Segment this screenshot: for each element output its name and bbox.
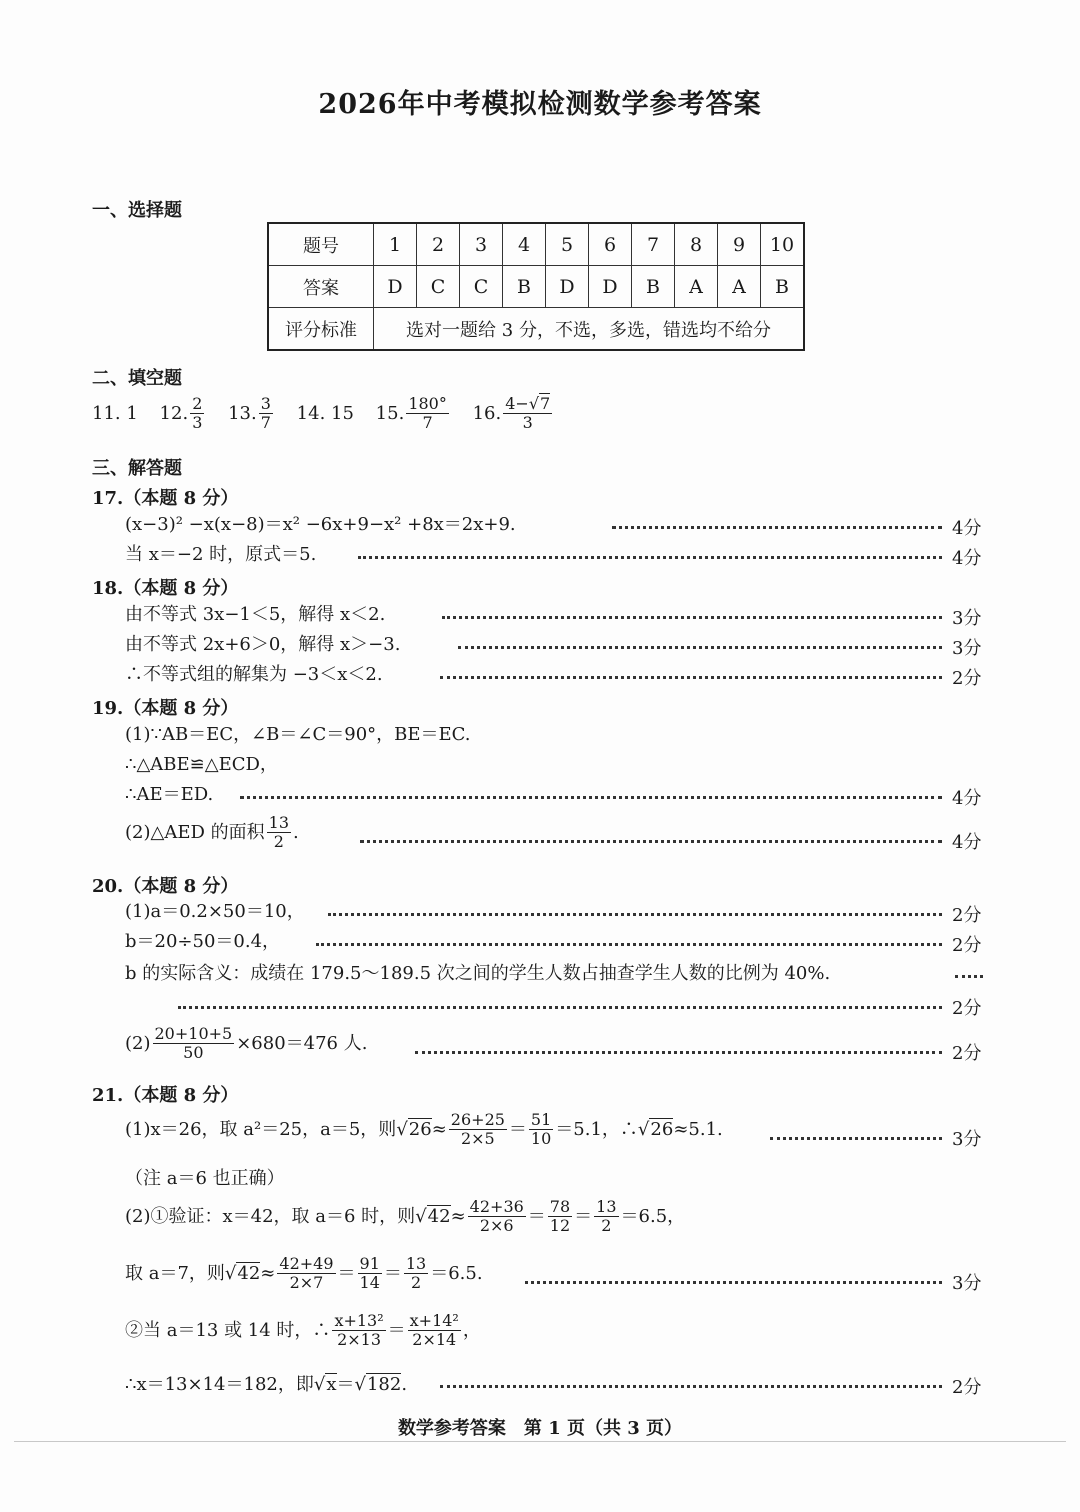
dot-leader xyxy=(328,913,942,916)
answer-cell: B xyxy=(503,266,546,308)
math-line: (1)x＝26，取 a²＝25，a＝5，则 √ 26 ≈ $\frac{26+25}{2\times 5}$ ＝ $\frac{51}{10}$ ＝5.1，∴ √ 26 ≈5.1. xyxy=(125,1110,723,1149)
text: . xyxy=(293,821,299,843)
fraction xyxy=(468,1198,526,1236)
radicand: 42 xyxy=(237,1263,261,1285)
fraction xyxy=(404,1255,428,1293)
fraction xyxy=(449,1111,507,1149)
question-number: 6 xyxy=(589,223,632,266)
numerator: 91 xyxy=(359,1254,380,1273)
fraction xyxy=(259,395,273,433)
score-points: 4分 xyxy=(952,788,982,809)
fraction xyxy=(277,1255,335,1293)
math-line xyxy=(125,1025,367,1063)
question-number: 1 xyxy=(374,223,417,266)
fraction xyxy=(153,1025,235,1063)
table-row-answers xyxy=(268,266,804,308)
problem-21-line-3 xyxy=(125,1255,483,1293)
text: ， xyxy=(462,1319,481,1341)
text: ≈ xyxy=(450,1205,466,1227)
score-points: 4分 xyxy=(952,832,982,853)
fill-number: 13. xyxy=(228,402,257,424)
problem-17-line-1: (x−3)² −x(x−8)＝x² −6x+9−x² +8x＝2x+9. xyxy=(125,514,516,535)
fill-number: 16. xyxy=(472,402,502,424)
numerator: 3 xyxy=(260,394,271,413)
text: ②当 a＝13 或 14 时，∴ xyxy=(125,1319,331,1341)
text: ＝ xyxy=(383,1262,402,1284)
math-line: 取 a＝7，则 √ 42 ≈ $\frac{42+49}{2\times 7}$ ＝ $\frac{91}{14}$ ＝ $\frac{13}{2}$ ＝6.5. xyxy=(125,1254,483,1293)
numerator: 13 xyxy=(596,1197,617,1216)
problem-19-line-4 xyxy=(125,814,299,852)
math-line: (2)①验证：x＝42，取 a＝6 时，则 √ 42 ≈ $\frac{42+36}{2\times 6}$ ＝ $\frac{78}{12}$ ＝ $\frac{13}{2}$ ＝6.5， xyxy=(125,1197,686,1236)
text: (2)①验证：x＝42，取 a＝6 时，则 xyxy=(125,1205,416,1227)
score-points: 3分 xyxy=(952,608,982,629)
problem-18-header: 18.（本题 8 分） xyxy=(92,578,239,599)
text: ＝6.5， xyxy=(620,1205,686,1227)
page-title: 2026年中考模拟检测数学参考答案 xyxy=(318,89,762,120)
denominator: 7 xyxy=(260,413,271,433)
problem-20-line-4 xyxy=(125,1025,367,1063)
denominator: 10 xyxy=(530,1129,552,1149)
fraction xyxy=(529,1111,553,1149)
problem-18-line-3: ∴不等式组的解集为 −3＜x＜2. xyxy=(125,664,383,685)
score-points: 3分 xyxy=(952,1129,982,1150)
dot-leader xyxy=(955,975,983,978)
scoring-rule: 选对一题给 3 分，不选，多选，错选均不给分 xyxy=(374,308,805,351)
numerator: 180° xyxy=(408,394,447,413)
score-points: 2分 xyxy=(952,668,982,689)
answer-cell: B xyxy=(761,266,805,308)
denominator: 14 xyxy=(359,1273,380,1293)
denominator: 2×7 xyxy=(289,1273,324,1293)
answer-cell: C xyxy=(460,266,503,308)
radicand: x xyxy=(326,1374,337,1395)
question-number: 10 xyxy=(761,223,805,266)
numerator: 4−√7 xyxy=(505,394,551,413)
text: ＝ xyxy=(336,1373,355,1395)
score-points: 2分 xyxy=(952,1377,982,1398)
numerator: 51 xyxy=(530,1110,552,1129)
fraction xyxy=(406,395,449,433)
denominator: 2×14 xyxy=(412,1330,457,1350)
problem-19-header: 19.（本题 8 分） xyxy=(92,698,239,719)
problem-18-line-1: 由不等式 3x−1＜5，解得 x＜2. xyxy=(125,604,386,625)
section-choice-heading: 一、选择题 xyxy=(92,200,182,221)
answer-cell: D xyxy=(546,266,589,308)
dot-leader xyxy=(358,556,942,559)
radicand: 26 xyxy=(408,1119,432,1141)
problem-21-line-2 xyxy=(125,1198,685,1236)
radicand: 42 xyxy=(427,1206,451,1228)
question-number: 7 xyxy=(632,223,675,266)
score-points: 2分 xyxy=(952,1043,982,1064)
problem-19-line-2: ∴△ABE≌△ECD， xyxy=(125,754,278,775)
section-fill-heading: 二、填空题 xyxy=(92,368,182,389)
text: (2) xyxy=(125,1032,151,1054)
text: ≈5.1. xyxy=(673,1118,723,1140)
fraction xyxy=(408,1312,461,1350)
text: ∴x＝13×14＝182，即 xyxy=(125,1373,314,1395)
text: (1)x＝26，取 a²＝25，a＝5，则 xyxy=(125,1118,397,1140)
answer-cell: A xyxy=(675,266,718,308)
fraction xyxy=(594,1198,618,1236)
row-label-number: 题号 xyxy=(268,223,374,266)
text: 取 a＝7，则 xyxy=(125,1262,225,1284)
problem-21-header: 21.（本题 8 分） xyxy=(92,1085,239,1106)
denominator: 2×13 xyxy=(337,1330,382,1350)
fill-answer-13 xyxy=(228,395,275,433)
problem-20-header: 20.（本题 8 分） xyxy=(92,876,239,897)
question-number: 4 xyxy=(503,223,546,266)
dot-leader xyxy=(458,646,942,649)
numerator: 26+25 xyxy=(450,1110,505,1129)
row-label-scoring: 评分标准 xyxy=(268,308,374,351)
text: ≈ xyxy=(431,1118,447,1140)
fill-answer-12 xyxy=(160,395,207,433)
numerator: 42+49 xyxy=(279,1254,334,1273)
problem-20-line-3: b 的实际含义：成绩在 179.5～189.5 次之间的学生人数占抽查学生人数的比例为 40%. xyxy=(125,963,831,984)
numerator: 42+36 xyxy=(469,1197,524,1216)
numerator-part: 4− xyxy=(505,394,529,413)
question-number: 9 xyxy=(718,223,761,266)
fill-answer-14: 14. 15 xyxy=(296,403,354,425)
problem-21-line-1 xyxy=(125,1111,723,1149)
fraction xyxy=(332,1312,385,1350)
problem-21-note: （注 a＝6 也正确） xyxy=(125,1168,285,1189)
row-label-answer: 答案 xyxy=(268,266,374,308)
choice-answer-table xyxy=(267,222,805,351)
text: ＝ xyxy=(337,1262,356,1284)
denominator: 2 xyxy=(273,832,284,852)
numerator: 2 xyxy=(192,394,203,413)
problem-20-line-2: b＝20÷50＝0.4， xyxy=(125,931,281,952)
table-row-numbers xyxy=(268,223,804,266)
table-row-scoring xyxy=(268,308,804,351)
text: ＝ xyxy=(508,1118,527,1140)
dot-leader xyxy=(525,1281,942,1284)
dot-leader xyxy=(360,840,942,843)
math-line xyxy=(125,1312,481,1350)
fraction xyxy=(503,395,552,433)
answer-cell: B xyxy=(632,266,675,308)
question-number: 5 xyxy=(546,223,589,266)
denominator: 3 xyxy=(522,413,533,433)
text: ≈ xyxy=(260,1262,276,1284)
problem-17-line-2: 当 x＝−2 时，原式＝5. xyxy=(125,544,317,565)
math-line xyxy=(125,814,299,852)
footer-divider xyxy=(14,1441,1066,1442)
numerator: x+14² xyxy=(409,1311,459,1330)
question-number: 2 xyxy=(417,223,460,266)
dot-leader xyxy=(770,1137,942,1140)
score-points: 2分 xyxy=(952,905,982,926)
denominator: 3 xyxy=(192,413,203,433)
problem-19-line-3: ∴AE＝ED. xyxy=(125,784,214,805)
denominator: 12 xyxy=(549,1216,571,1236)
fraction xyxy=(267,814,291,852)
fill-answer-16 xyxy=(473,395,555,433)
denominator: 7 xyxy=(422,413,433,433)
problem-19-line-1: (1)∵AB＝EC，∠B＝∠C＝90°，BE＝EC. xyxy=(125,724,471,745)
question-number: 8 xyxy=(675,223,718,266)
numerator: 20+10+5 xyxy=(154,1024,233,1043)
answer-cell: D xyxy=(589,266,632,308)
denominator: 2 xyxy=(601,1216,612,1236)
denominator: 2 xyxy=(410,1273,422,1293)
text: ＝ xyxy=(574,1205,593,1227)
answer-cell: D xyxy=(374,266,417,308)
numerator: 13 xyxy=(268,813,289,832)
denominator: 2×5 xyxy=(460,1129,495,1149)
fraction xyxy=(190,395,204,433)
answer-cell: C xyxy=(417,266,460,308)
page-footer: 数学参考答案 第 1 页（共 3 页） xyxy=(397,1418,683,1439)
fraction xyxy=(358,1255,382,1293)
dot-leader xyxy=(612,526,942,529)
problem-21-line-5 xyxy=(125,1373,407,1396)
radicand: 7 xyxy=(540,394,551,413)
question-number: 3 xyxy=(460,223,503,266)
score-points: 2分 xyxy=(952,998,982,1019)
denominator: 2×6 xyxy=(479,1216,514,1236)
text: ×680＝476 人. xyxy=(236,1032,368,1054)
radicand: 26 xyxy=(650,1119,674,1141)
fill-number: 12. xyxy=(159,402,189,424)
section-solve-heading: 三、解答题 xyxy=(92,458,182,479)
dot-leader xyxy=(415,1051,942,1054)
dot-leader xyxy=(316,943,942,946)
answer-cell: A xyxy=(718,266,761,308)
text: (2)△AED 的面积 xyxy=(125,821,265,843)
text: ＝5.1，∴ xyxy=(555,1118,638,1140)
score-points: 3分 xyxy=(952,638,982,659)
problem-21-line-4 xyxy=(125,1312,481,1350)
dot-leader xyxy=(442,616,942,619)
dot-leader xyxy=(440,676,942,679)
radicand: 182 xyxy=(366,1374,402,1395)
score-points: 3分 xyxy=(952,1273,982,1294)
score-points: 2分 xyxy=(952,935,982,956)
numerator: 78 xyxy=(549,1197,571,1216)
fill-answers xyxy=(92,395,570,433)
score-points: 4分 xyxy=(952,548,982,569)
dot-leader xyxy=(178,1006,942,1009)
score-points: 4分 xyxy=(952,518,982,539)
fill-answer-11: 11. 1 xyxy=(92,403,138,425)
problem-18-line-2: 由不等式 2x+6＞0，解得 x＞−3. xyxy=(125,634,401,655)
dot-leader xyxy=(240,796,942,799)
numerator: x+13² xyxy=(334,1311,384,1330)
problem-17-header: 17.（本题 8 分） xyxy=(92,488,239,509)
numerator: 13 xyxy=(405,1254,427,1273)
fill-answer-15 xyxy=(376,395,451,433)
fill-number: 15. xyxy=(375,402,405,424)
problem-20-line-1: (1)a＝0.2×50＝10， xyxy=(125,901,305,922)
math-line: ∴x＝13×14＝182，即 √ x ＝ √ 182 . xyxy=(125,1373,408,1395)
text: . xyxy=(401,1373,408,1395)
dot-leader xyxy=(440,1385,942,1388)
text: ＝ xyxy=(387,1319,406,1341)
text: ＝ xyxy=(527,1205,546,1227)
text: ＝6.5. xyxy=(430,1262,483,1284)
fraction xyxy=(548,1198,572,1236)
denominator: 50 xyxy=(183,1043,204,1063)
